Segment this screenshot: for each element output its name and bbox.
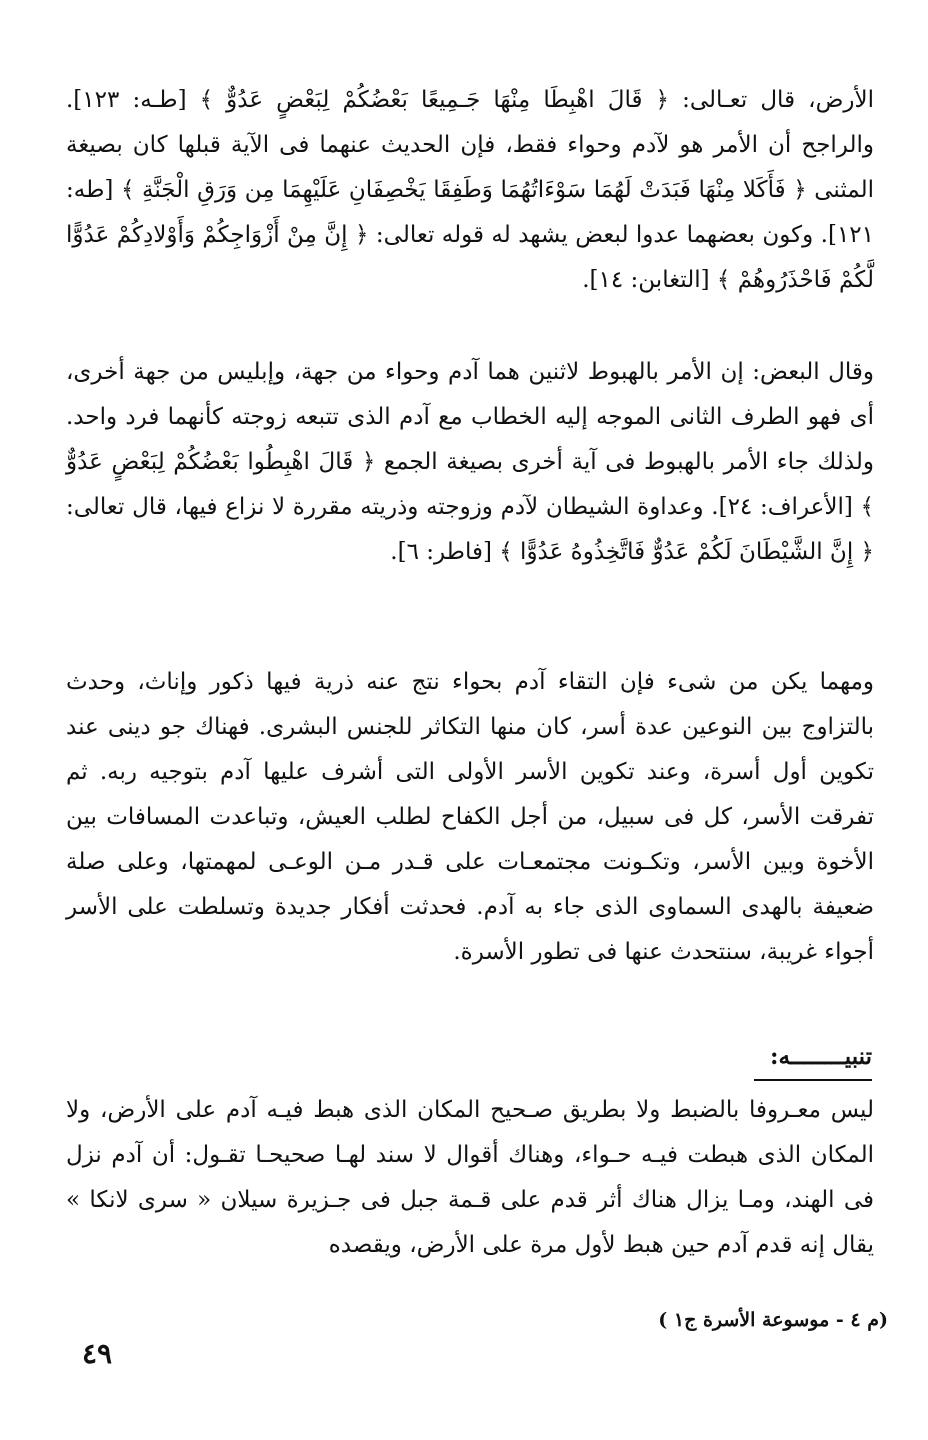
page-number: ٤٩ bbox=[82, 1337, 113, 1370]
paragraph-4: ليس معـروفا بالضبط ولا بطريق صـحيح المكان الذى هبط فيـه آدم على الأرض، ولا المكان الذى هبطت فيـه حـواء، وهناك أقوال لا سند لهـا صحيحـا تقـول: أن آدم نزل فى الهند، ومـا يزال هناك أثر قدم على قـمة جبل فى جـزيرة سيلان « سرى لانكا » يقال إنه قدم آدم حين هبط لأول مرة على الأرض، ويقصده bbox=[66, 1097, 874, 1258]
section-heading: تنبيــــــــه: bbox=[754, 1034, 872, 1081]
paragraph-1: الأرض، قال تعـالى: ﴿ قَالَ اهْبِطَا مِنْهَا جَـمِيعًا بَعْضُكُمْ لِبَعْضٍ عَدُوٌّ ﴾ [طـه: ١٢٣]. والراجح أن الأمر هو لآدم وحواء فقط، فإن الحديث عنهما فى الآية قبلها كان بصيغة المثنى ﴿ فَأَكَلا مِنْهَا فَبَدَتْ لَهُمَا سَوْءَاتُهُمَا وَطَفِقَا يَخْصِفَانِ عَلَيْهِمَا مِن وَرَقِ الْجَنَّةِ ﴾ [طه: ١٢١]. وكون بعضهما عدوا لبعض يشهد له قوله تعالى: ﴿ إِنَّ مِنْ أَزْوَاجِكُمْ وَأَوْلادِكُمْ عَدُوًّا لَّكُمْ فَاحْذَرُوهُمْ ﴾ [التغابن: ١٤]. bbox=[66, 87, 874, 293]
footer-reference: (م ٤ - موسوعة الأسرة ج١ ) bbox=[658, 1309, 888, 1331]
paragraph-3: ومهما يكن من شىء فإن التقاء آدم بحواء نتج عنه ذرية فيها ذكور وإناث، وحدث بالتزاوج بين النوعين عدة أسر، كان منها التكاثر للجنس البشرى. فهناك جو دينى عند تكوين أول أسرة، وعند تكوين الأسر الأولى التى أشرف عليها آدم بتوجيه ربه. ثم تفرقت الأسر، كل فى سبيل، من أجل الكفاح لطلب العيش، وتباعدت المسافات بين الأخوة وبين الأسر، وتكـونت مجتمعـات على قـدر مـن الوعـى لمهمتها، وعلى صلة ضعيفة بالهدى السماوى الذى جاء به آدم. فحدثت أفكار جديدة وتسلطت على الأسر أجواء غريبة، سنتحدث عنها فى تطور الأسرة. bbox=[66, 669, 874, 965]
paragraph-2: وقال البعض: إن الأمر بالهبوط لاثنين هما آدم وحواء من جهة، وإبليس من جهة أخرى، أى فهو الطرف الثانى الموجه إليه الخطاب مع آدم الذى تتبعه زوجته كأنهما فرد واحد. ولذلك جاء الأمر بالهبوط فى آية أخرى بصيغة الجمع ﴿ قَالَ اهْبِطُوا بَعْضُكُمْ لِبَعْضٍ عَدُوٌّ ﴾ [الأعراف: ٢٤]. وعداوة الشيطان لآدم وزوجته وذريته مقررة لا نزاع فيها، قال تعالى: ﴿ إِنَّ الشَّيْطَانَ لَكُمْ عَدُوٌّ فَاتَّخِذُوهُ عَدُوًّا ﴾ [فاطر: ٦]. bbox=[66, 359, 874, 565]
